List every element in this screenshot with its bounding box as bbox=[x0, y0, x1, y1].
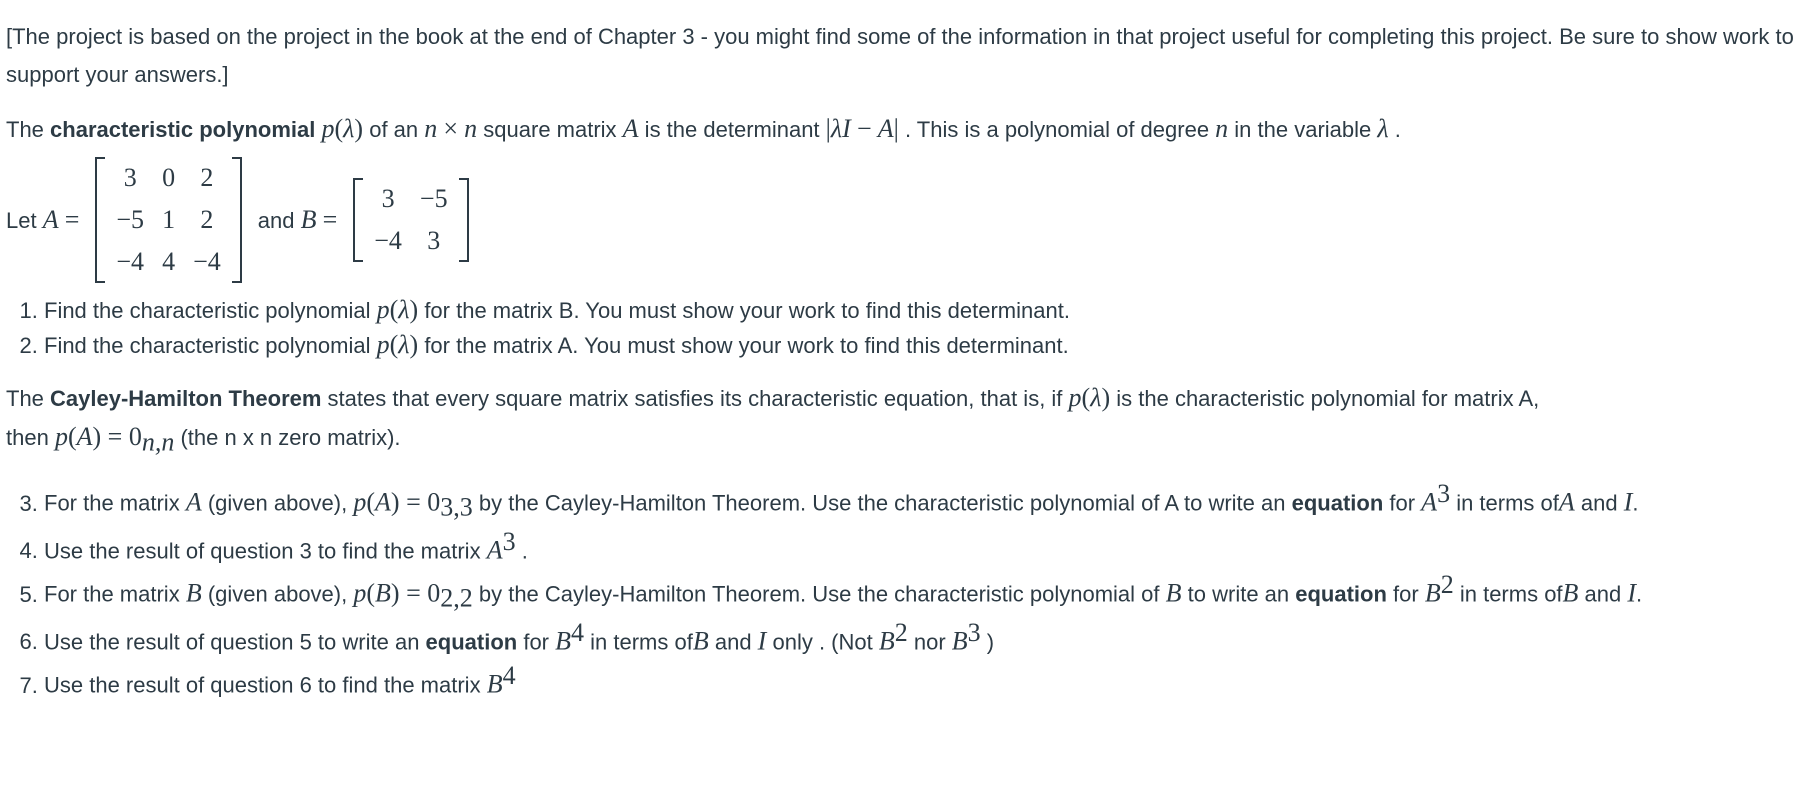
question-7: 7. Use the result of question 6 to find the matrix $B^4$ bbox=[44, 659, 1796, 702]
matrix-b-cell: −4 bbox=[374, 226, 402, 255]
question-list-2 bbox=[6, 477, 1796, 702]
question-1: 1. Find the characteristic polynomial p(λ) for the matrix B. You must show your work to find this determinant. bbox=[44, 293, 1796, 328]
matrix-b-cell: −5 bbox=[419, 184, 448, 213]
term-cayley-hamilton: Cayley-Hamilton Theorem bbox=[50, 386, 322, 411]
question-2: 2. Find the characteristic polynomial p(λ) for the matrix A. You must show your work to find this determinant. bbox=[44, 328, 1796, 363]
matrix-a-cell: 3 bbox=[123, 163, 137, 192]
question-6: 6. Use the result of question 5 to write an equation for $B^4$ in terms ofB and I only . (Not $B^2$ nor $B^3$ ) bbox=[44, 616, 1796, 659]
matrix-a-cell: 2 bbox=[200, 205, 214, 234]
cayley-hamilton-paragraph: The Cayley-Hamilton Theorem states that every square matrix satisfies its characteristic equation, that is, if p(λ) is the characteristic polynomial for matrix A, then $p(A) = 0_{n,n}$ (the n x n zero matrix). bbox=[6, 383, 1540, 457]
intro-paragraph: [The project is based on the project in the book at the end of Chapter 3 - you might find some of the information in that project useful for completing this project. Be sure to show work to support your answers.] bbox=[6, 24, 1794, 87]
matrix-b-cell: 3 bbox=[381, 184, 395, 213]
question-3: 3. For the matrix A (given above), $p(A) = 0_{3,3}$ by the Cayley-Hamilton Theorem. Use the characteristic polynomial of A to write an equation for $A^3$ in terms ofA and I. bbox=[44, 477, 1796, 525]
matrix-a-cell: −4 bbox=[116, 247, 145, 276]
matrix-a bbox=[95, 157, 241, 283]
matrix-a-cell: −5 bbox=[116, 205, 145, 234]
question-5: 5. For the matrix B (given above), $p(B) = 0_{2,2}$ by the Cayley-Hamilton Theorem. Use the characteristic polynomial of B to write an equation for $B^2$ in terms ofB and I. bbox=[44, 568, 1796, 616]
matrix-b bbox=[353, 178, 468, 262]
question-list-1 bbox=[6, 293, 1796, 363]
matrix-a-cell: 4 bbox=[162, 247, 176, 276]
matrix-b-cell: 3 bbox=[427, 226, 441, 255]
matrix-a-cell: 2 bbox=[200, 163, 214, 192]
matrix-a-cell: −4 bbox=[193, 247, 221, 276]
question-4: 4. Use the result of question 3 to find the matrix $A^3$ . bbox=[44, 525, 1796, 568]
term-characteristic-polynomial: characteristic polynomial bbox=[50, 117, 316, 142]
matrix-a-cell: 1 bbox=[162, 205, 176, 234]
matrix-definitions: Let A = 3 0 2 −5 1 2 −4 4 −4 and B = 3 −5 −4 3 bbox=[6, 157, 1796, 283]
characteristic-polynomial-paragraph: The characteristic polynomial p(λ) of an n × n square matrix A is the determinant |λI − A| . This is a polynomial of degree n in the variable λ . bbox=[6, 114, 1401, 143]
matrix-a-cell: 0 bbox=[162, 163, 176, 192]
